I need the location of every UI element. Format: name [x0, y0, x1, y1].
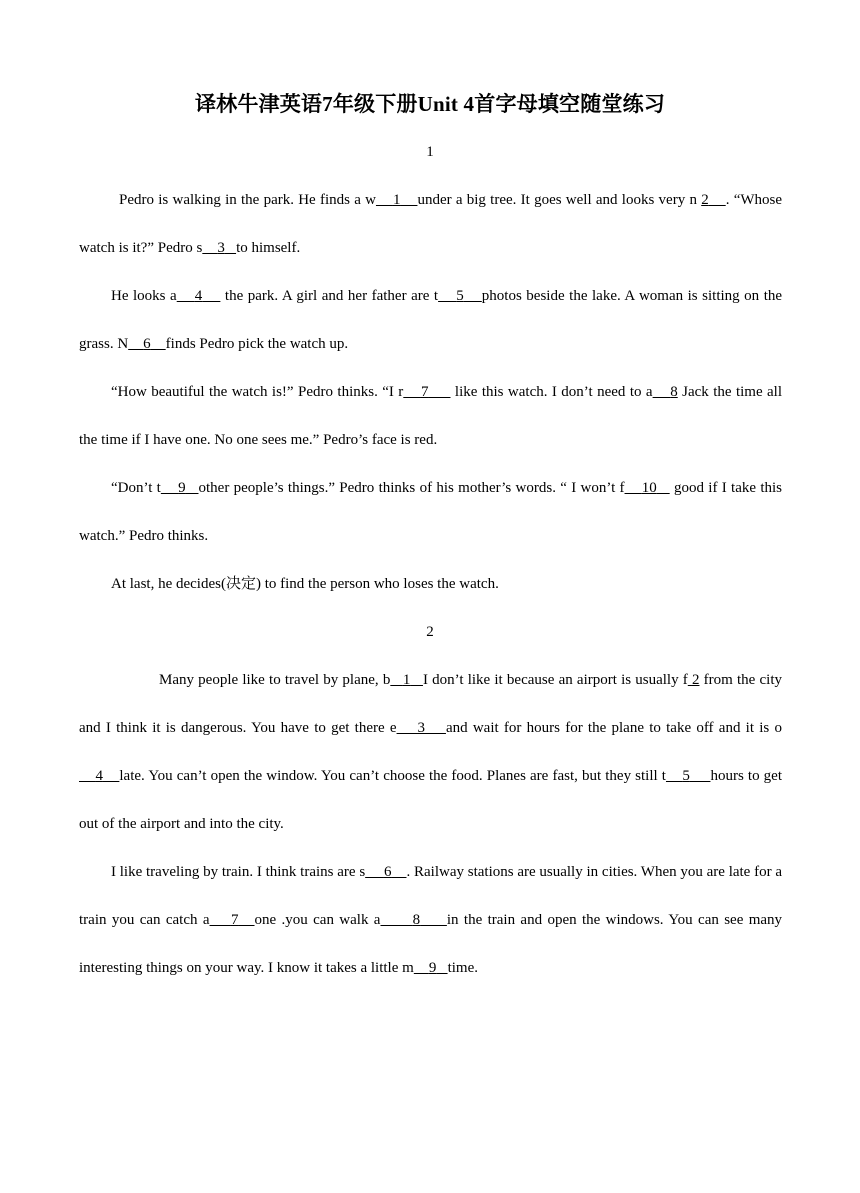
blank-number: 2 [701, 192, 709, 208]
blank [688, 672, 700, 688]
text: and wait for hours for the plane to take off and it is o [445, 720, 782, 736]
text: under a big tree. It goes well and looks very n [417, 192, 702, 208]
text: I don’t like it because an airport is usually f [422, 672, 688, 688]
section-number: 1 [426, 144, 434, 160]
blank-number: 9 [428, 960, 437, 976]
blank-number: 6 [383, 864, 392, 880]
blank-number: 8 [412, 912, 421, 928]
blank-number: 7 [420, 384, 429, 400]
blank-number: 4 [95, 768, 103, 784]
blank-number: 8 [670, 384, 678, 400]
text: Jack the time all the time if I have one. No one sees me.” Pedro’s face is red. [79, 384, 783, 448]
text: the park. A girl and her father are t [220, 288, 439, 304]
blank [380, 912, 446, 928]
text: hours to get out of the airport and into the city. [79, 768, 782, 832]
text: to himself. [236, 240, 301, 256]
text: late. You can’t open the window. You can’t choose the food. Planes are fast, but they still t [119, 768, 666, 784]
paragraph [79, 176, 782, 272]
text: “How beautiful the watch is!” Pedro thinks. “I r [111, 384, 404, 400]
paragraph [79, 272, 782, 368]
text: like this watch. I don’t need to a [450, 384, 653, 400]
blank-number: 3 [417, 720, 425, 736]
blank-number: 6 [143, 336, 151, 352]
text: other people’s things.” Pedro thinks of his mother’s words. “ I won’t f [198, 480, 625, 496]
text: . Railway stations are usually in cities. When you are late for a train you can catch a [79, 864, 783, 928]
blank [397, 720, 446, 736]
blank [376, 192, 418, 208]
blank [161, 480, 199, 496]
page-title: 译林牛津英语7年级下册Unit 4首字母填空随堂练习 [194, 92, 666, 116]
paragraph: At last, he decides(决定) to find the person who loses the watch. [111, 576, 499, 592]
text: from the city and I think it is dangerous. You have to get there e [79, 672, 783, 736]
blank [210, 912, 255, 928]
blank-number: 1 [392, 192, 401, 208]
text: Many people like to travel by plane, b [159, 672, 391, 688]
text: time. [447, 960, 478, 976]
blank [438, 288, 482, 304]
blank [625, 480, 670, 496]
blank-number: 9 [178, 480, 186, 496]
text: “Don’t t [111, 480, 161, 496]
paragraph [79, 848, 782, 992]
text: I like traveling by train. I think trains are s [111, 864, 366, 880]
blank-number: 1 [402, 672, 411, 688]
blank-number: 10 [641, 480, 657, 496]
blank [79, 768, 119, 784]
blank [403, 384, 450, 400]
blank-number: 5 [682, 768, 690, 784]
blank [390, 672, 423, 688]
blank [666, 768, 710, 784]
blank [202, 240, 236, 256]
blank [177, 288, 221, 304]
text: in the train and open the windows. You can see many interesting things on your way. I know it takes a little m [79, 912, 783, 976]
blank [414, 960, 448, 976]
section-number: 2 [426, 624, 434, 640]
blank [365, 864, 406, 880]
paragraph [79, 368, 782, 464]
text: . “Whose watch is it?” Pedro s [79, 192, 783, 256]
blank [653, 384, 678, 400]
text: Pedro is walking in the park. He finds a w [119, 192, 376, 208]
blank-number: 7 [230, 912, 239, 928]
blank-number: 4 [194, 288, 203, 304]
paragraph [79, 464, 782, 560]
text: good if I take this watch.” Pedro thinks. [79, 480, 783, 544]
paragraph [79, 656, 782, 848]
text: finds Pedro pick the watch up. [165, 336, 349, 352]
blank [128, 336, 166, 352]
blank [701, 192, 726, 208]
text: photos beside the lake. A woman is sitting on the grass. N [79, 288, 783, 352]
text: one .you can walk a [254, 912, 381, 928]
blank-number: 5 [456, 288, 464, 304]
blank-number: 2 [691, 672, 700, 688]
blank-number: 3 [217, 240, 225, 256]
text: He looks a [111, 288, 177, 304]
